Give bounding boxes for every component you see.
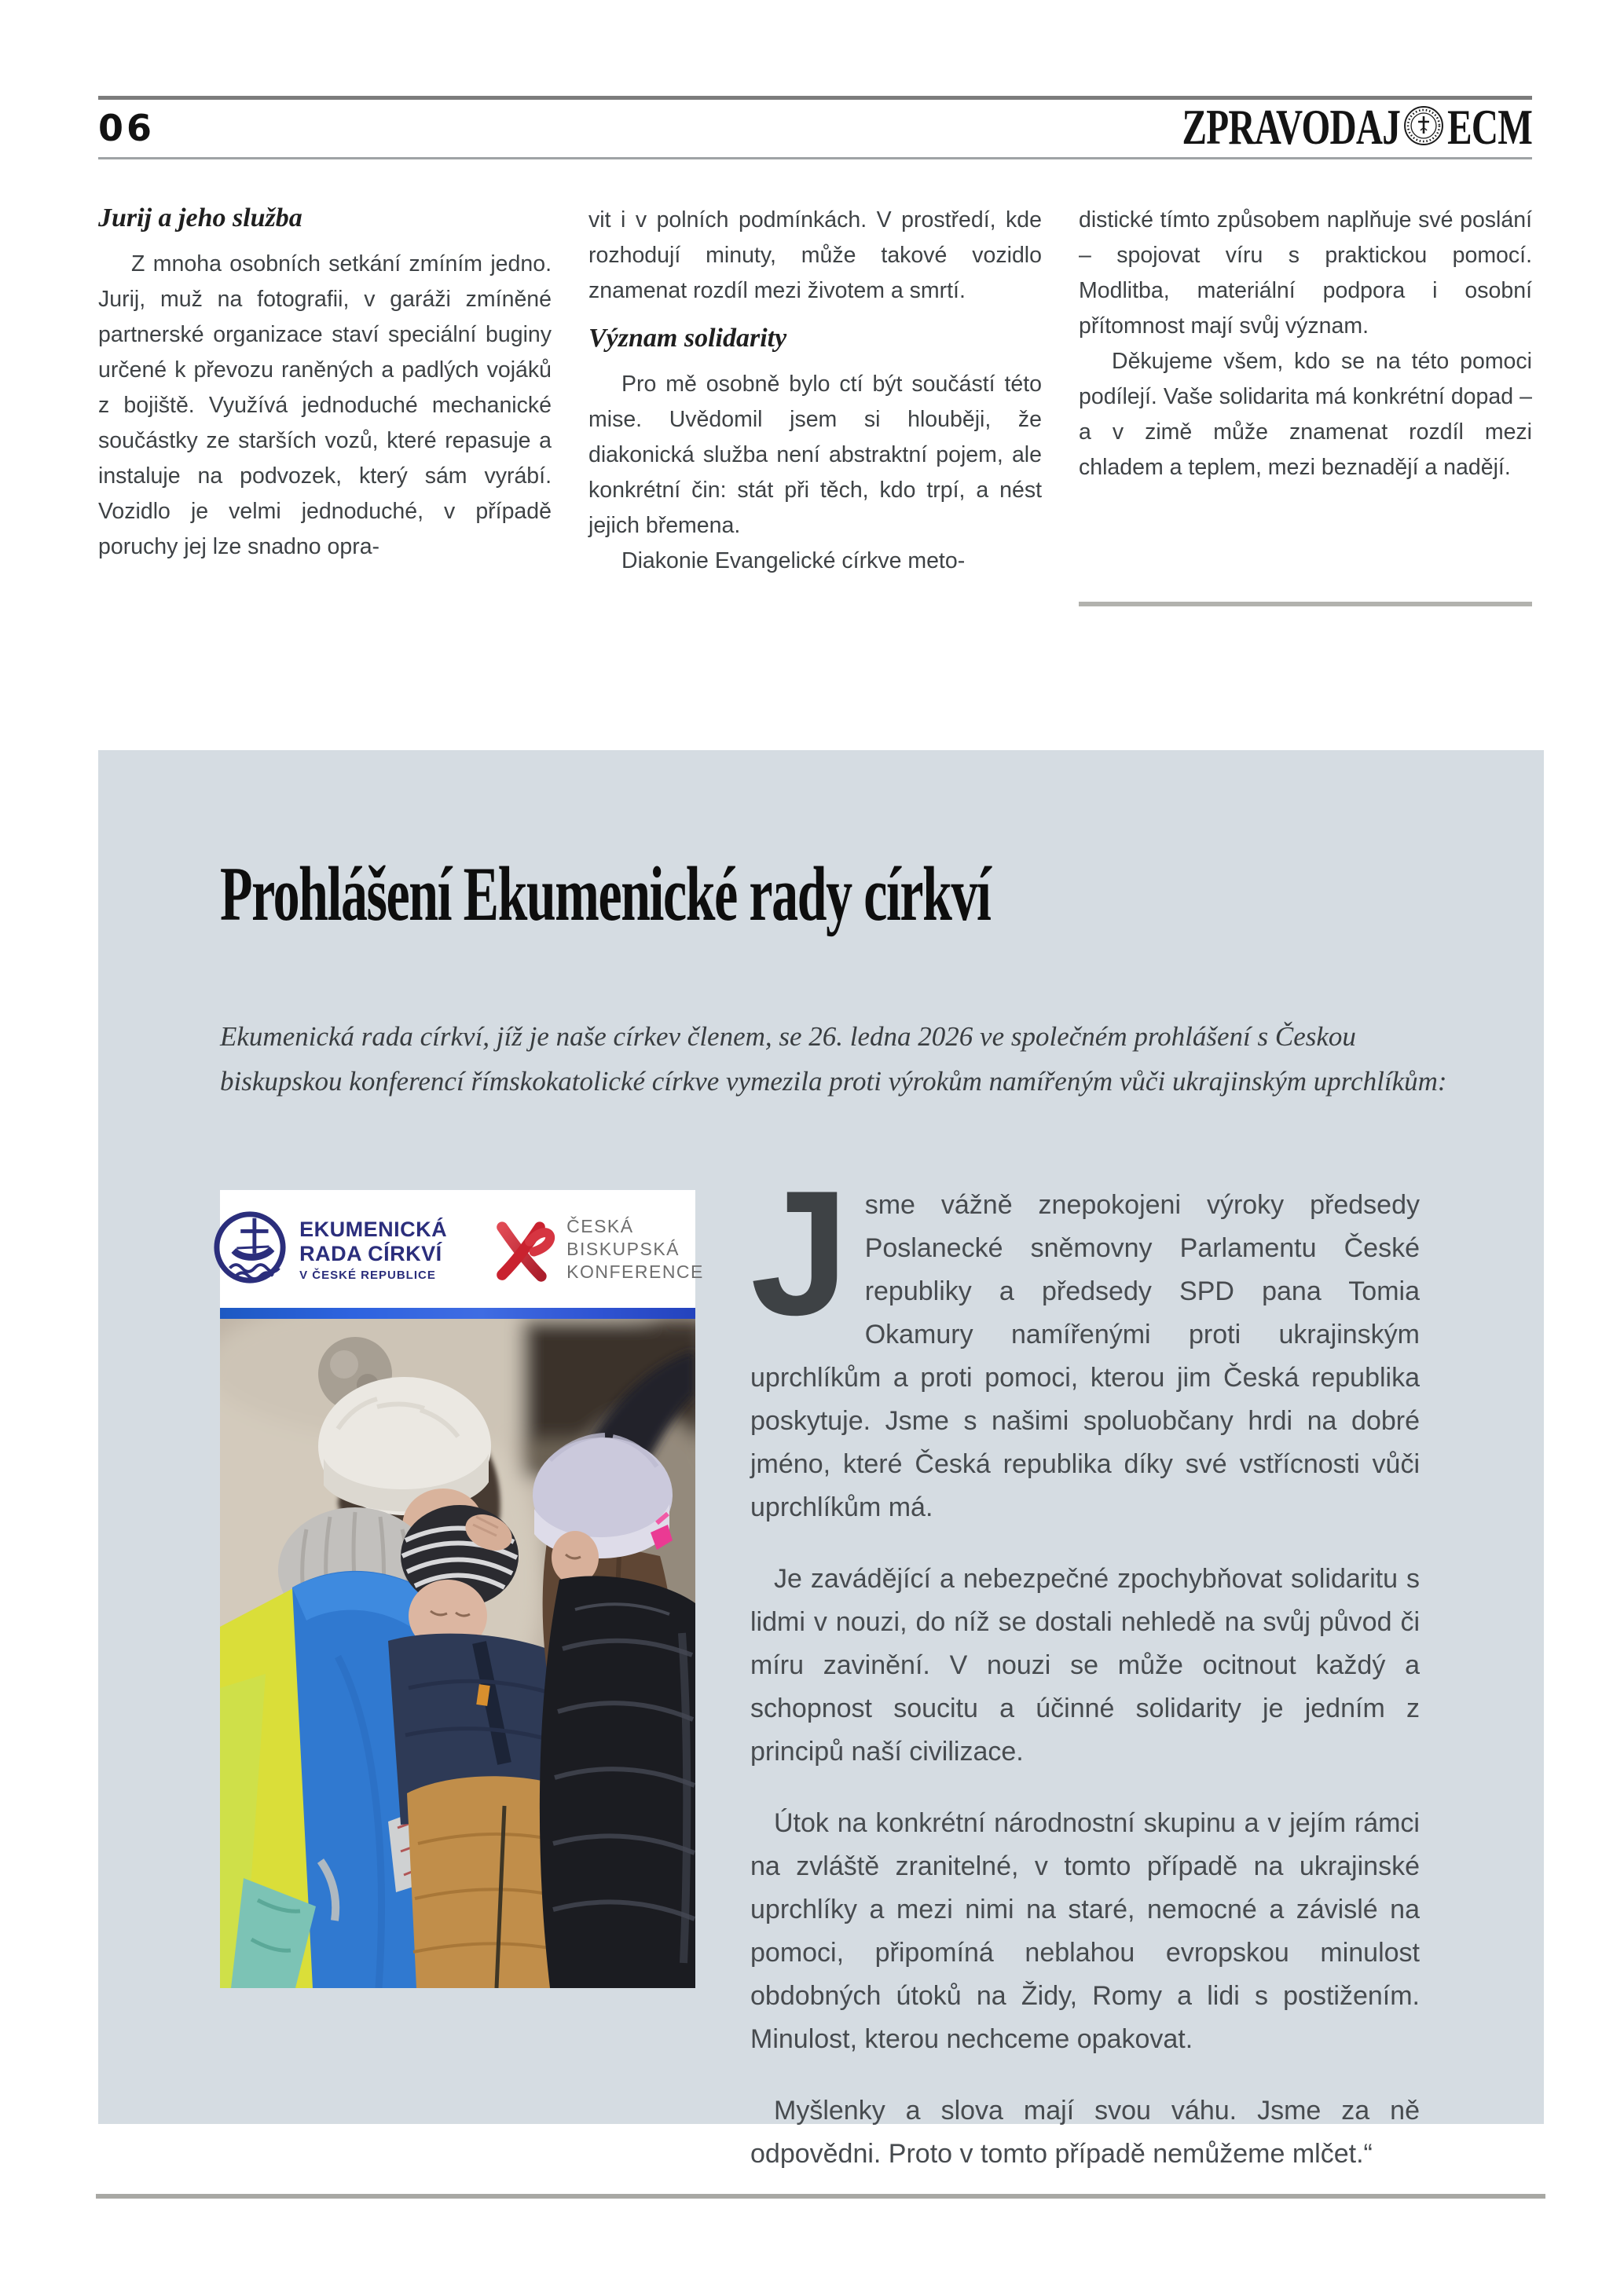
- article-column-3: [1079, 203, 1532, 485]
- blue-divider-bar: [220, 1308, 695, 1319]
- cbk-logo-line1: ČESKÁ: [566, 1215, 634, 1236]
- article-end-rule: [1079, 602, 1532, 606]
- erc-logo: [211, 1209, 447, 1290]
- statement-title: Prohlášení Ekumenické rady církví: [220, 851, 991, 937]
- column3-paragraph-1: distické tímto způsobem naplňuje své poslání – spojovat víru s praktickou pomocí. Modlitba, materiální podpora i osobní přítomnost mají svůj význam.: [1079, 207, 1532, 339]
- article-column-2: [588, 203, 1042, 579]
- cbk-logo-line2: BISKUPSKÁ: [566, 1238, 680, 1259]
- ecm-seal-icon: [1403, 105, 1444, 150]
- column1-paragraph: Z mnoha osobních setkání zmíním jedno. Jurij, muž na fotografii, v garáži zmíněné partnerské organizace staví speciální buginy určené k převozu raněných a padlých vojáků z bojiště. Využívá jednoduché mechanické součástky ze starších vozů, které repasuje a instaluje na podvozek, který sám vyrábí. Vozidlo je velmi jednoduché, v případě poruchy jej lze snadno opra-: [98, 251, 552, 559]
- cbk-chi-rho-icon: [485, 1211, 557, 1287]
- masthead-title-left: ZPRAVODAJ: [1182, 100, 1401, 155]
- logo-band: [220, 1190, 704, 1308]
- statement-media-block: [220, 1190, 704, 1988]
- masthead-title-right: ECM: [1447, 100, 1532, 155]
- column2-paragraph-1: vit i v polních podmínkách. V prostředí, kde rozhodují minuty, může takové vozidlo znamenat rozdíl mezi životem a smrtí.: [588, 207, 1042, 303]
- cbk-logo: [485, 1211, 704, 1287]
- statement-box: [98, 750, 1544, 2169]
- statement-paragraph-4: Myšlenky a slova mají svou váhu. Jsme za ně odpovědni. Proto v tomto případě nemůžeme mlčet.“: [750, 2096, 1420, 2169]
- masthead: [1182, 100, 1532, 155]
- column3-paragraph-2: Děkujeme všem, kdo se na této pomoci podílejí. Vaše solidarita má konkrétní dopad – a v zimě může znamenat rozdíl mezi chladem a teplem, mezi beznadějí a nadějí.: [1079, 349, 1532, 480]
- erc-logo-line1: EKUMENICKÁ: [299, 1217, 448, 1241]
- group-hug-photo: [220, 1319, 695, 1988]
- column1-heading: Jurij a jeho služba: [98, 203, 302, 233]
- bottom-rule: [96, 2194, 1545, 2199]
- statement-intro: Ekumenická rada církví, jíž je naše církev členem, se 26. ledna 2026 ve společném prohlášení s Českou biskupskou konferencí římskokatolické církve vymezila proti výrokům namířeným vůči ukrajinským uprchlíkům:: [220, 1021, 1447, 1097]
- erc-logo-line3: V ČESKÉ REPUBLICE: [299, 1268, 436, 1282]
- statement-body: [750, 1153, 1420, 2204]
- column2-paragraph-2: Pro mě osobně bylo ctí být součástí této mise. Uvědomil jsem si hlouběji, že diakonická služba není abstraktní pojem, ale konkrétní čin: stát při těch, kdo trpí, a nést jejich břemena.: [588, 372, 1042, 538]
- statement-paragraph-1-text: sme vážně znepokojeni výroky předsedy Poslanecké sněmovny Parlamentu České republiky a předsedy SPD pana Tomia Okamury namířenými proti ukrajinským uprchlíkům a proti pomoci, kterou jim Česká republika poskytuje. Jsme s našimi spoluobčany hrdi na dobré jméno, které Česká republika díky své vstřícnosti vůči uprchlíkům má.: [750, 1190, 1420, 1522]
- article-column-1: [98, 203, 552, 565]
- statement-paragraph-2: Je zavádějící a nebezpečné zpochybňovat solidaritu s lidmi v nouzi, do níž se dostali nehledě na svůj původ či míru zavinění. V nouzi se může ocitnout každý a schopnost soucitu a účinné solidarity je jedním z principů naší civilizace.: [750, 1564, 1420, 1767]
- erc-logo-line2: RADA CÍRKVÍ: [299, 1241, 442, 1265]
- page-number: 06: [98, 107, 156, 149]
- column2-heading: Význam solidarity: [588, 324, 787, 353]
- cbk-logo-text: [566, 1215, 704, 1283]
- erc-boat-cross-icon: [211, 1209, 288, 1290]
- dropcap-letter: J: [750, 1153, 849, 1352]
- erc-logo-text: [299, 1218, 447, 1281]
- header-underline: [98, 157, 1532, 159]
- column2-paragraph-3: Diakonie Evangelické církve meto-: [621, 548, 966, 573]
- statement-paragraph-1: [750, 1153, 1420, 1529]
- cbk-logo-line3: KONFERENCE: [566, 1261, 704, 1282]
- statement-paragraph-3: Útok na konkrétní národnostní skupinu a v jejím rámci na zvláště zranitelné, v tomto případě na ukrajinské uprchlíky a mezi nimi na staré, nemocné a závislé na pomoci, připomíná neblahou evropskou minulost obdobných útoků na Židy, Romy a lidi s postižením. Minulost, kterou nechceme opakovat.: [750, 1808, 1420, 2054]
